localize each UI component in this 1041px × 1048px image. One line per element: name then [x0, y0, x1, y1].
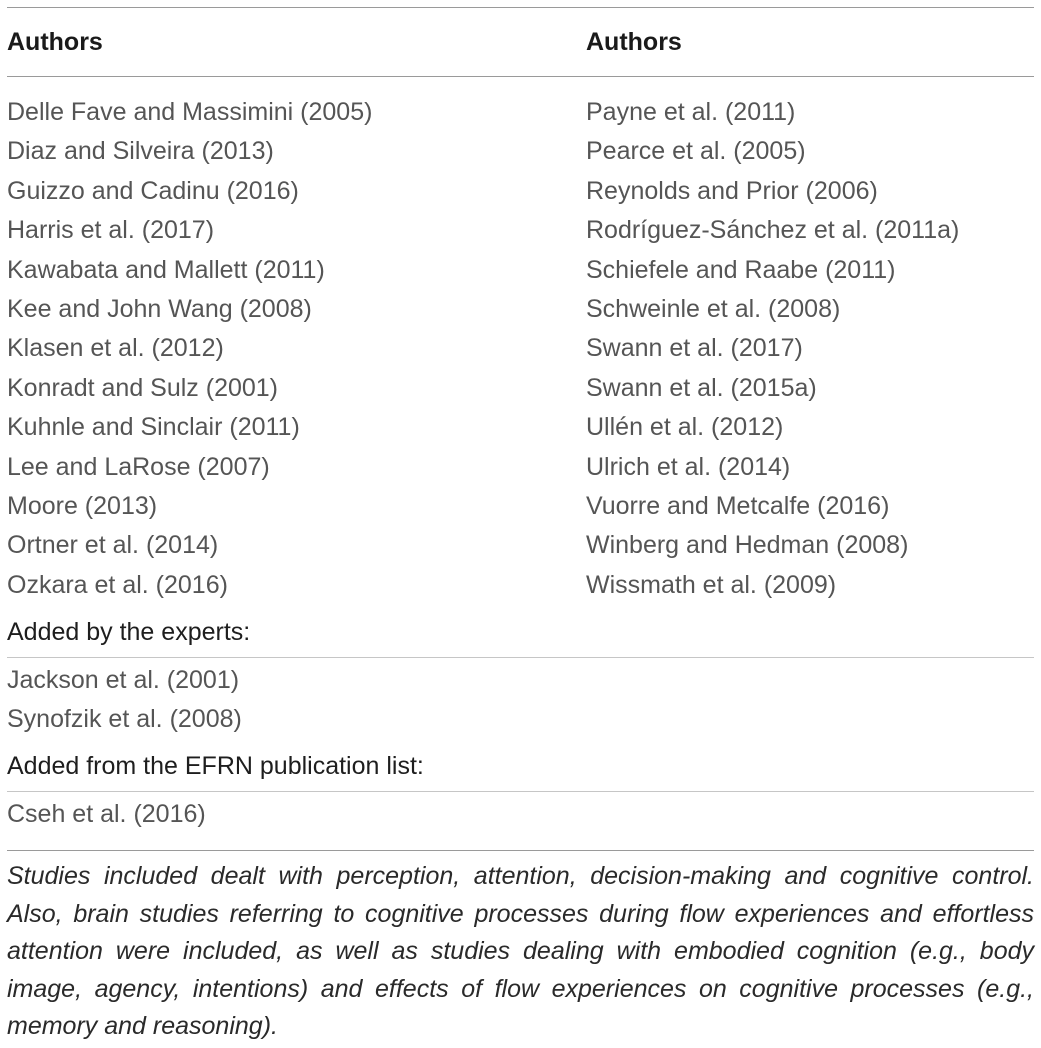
author-entry: Moore (2013) [7, 491, 158, 520]
author-entry: Wissmath et al. (2009) [586, 570, 837, 599]
efrn-rule [7, 791, 1034, 792]
experts-author-list [7, 663, 242, 742]
author-entry: Ozkara et al. (2016) [7, 570, 228, 599]
author-entry: Kee and John Wang (2008) [7, 294, 312, 323]
author-entry: Reynolds and Prior (2006) [586, 176, 878, 205]
author-entry: Swann et al. (2017) [586, 334, 803, 363]
author-entry: Konradt and Sulz (2001) [7, 373, 279, 402]
author-entry: Swann et al. (2015a) [586, 373, 817, 402]
left-author-list [7, 95, 372, 607]
top-rule [7, 7, 1034, 8]
author-entry: Pearce et al. (2005) [586, 137, 806, 166]
author-entry: Kawabata and Mallett (2011) [7, 255, 325, 284]
header-rule [7, 76, 1034, 77]
author-entry: Diaz and Silveira (2013) [7, 137, 274, 166]
author-entry: Delle Fave and Massimini (2005) [7, 98, 373, 126]
efrn-section-label: Added from the EFRN publication list: [7, 752, 424, 780]
experts-rule [7, 657, 1034, 658]
author-entry: Ortner et al. (2014) [7, 531, 219, 560]
footer-rule [7, 850, 1034, 851]
experts-section-label: Added by the experts: [7, 618, 251, 646]
header-authors-right: Authors [586, 28, 682, 56]
author-entry: Vuorre and Metcalfe (2016) [586, 491, 890, 520]
author-entry: Ullén et al. (2012) [586, 413, 784, 442]
author-entry: Klasen et al. (2012) [7, 334, 224, 363]
author-entry: Guizzo and Cadinu (2016) [7, 176, 299, 205]
author-entry: Jackson et al. (2001) [7, 666, 240, 694]
author-entry: Lee and LaRose (2007) [7, 452, 270, 481]
author-entry: Schweinle et al. (2008) [586, 294, 841, 323]
author-entry: Payne et al. (2011) [586, 98, 796, 126]
right-author-list [586, 95, 959, 607]
author-entry: Synofzik et al. (2008) [7, 705, 242, 734]
header-authors-left: Authors [7, 28, 103, 56]
table-footnote: Studies included dealt with perception, attention, decision-making and cognitive control. Also, brain studies referring to cognitive processes during flow experiences and effortless attention were included, as well as studies dealing with embodied cognition (e.g., body image, agency, intentions) and effects of flow experiences on cognitive processes (e.g., memory and reasoning). [7, 862, 1034, 1041]
author-entry: Schiefele and Raabe (2011) [586, 255, 896, 284]
author-entry: Ulrich et al. (2014) [586, 452, 791, 481]
author-entry: Rodríguez-Sánchez et al. (2011a) [586, 216, 960, 245]
efrn-author-list [7, 797, 206, 836]
author-entry: Kuhnle and Sinclair (2011) [7, 413, 300, 442]
author-entry: Cseh et al. (2016) [7, 800, 206, 828]
author-entry: Winberg and Hedman (2008) [586, 531, 909, 560]
author-entry: Harris et al. (2017) [7, 216, 215, 245]
